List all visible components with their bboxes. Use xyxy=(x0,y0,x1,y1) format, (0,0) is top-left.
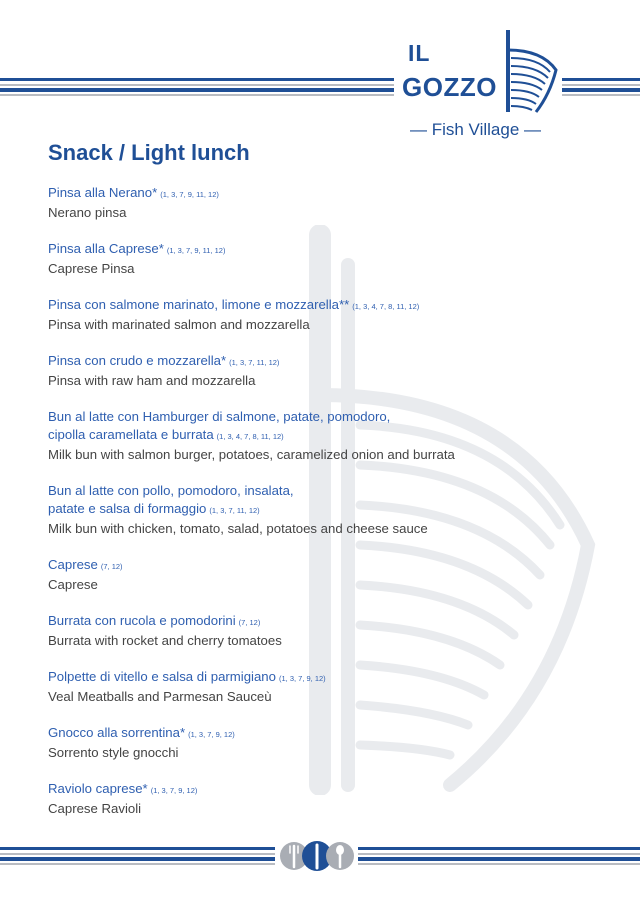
item-allergens: (1, 3, 7, 9, 11, 12) xyxy=(160,190,219,199)
menu-item xyxy=(48,352,608,390)
item-allergens: (1, 3, 7, 9, 12) xyxy=(150,786,198,795)
item-english-name: Milk bun with salmon burger, potatoes, caramelized onion and burrata xyxy=(48,447,455,462)
footer-stripes-left xyxy=(0,847,275,867)
item-italian-name: Caprese (7, 12) xyxy=(48,557,123,572)
item-italian-name-line1: Bun al latte con pollo, pomodoro, insalata, xyxy=(48,483,294,498)
item-allergens: (1, 3, 4, 7, 8, 11, 12) xyxy=(352,302,420,311)
menu-item xyxy=(48,612,608,650)
item-italian-name-line1: Bun al latte con Hamburger di salmone, patate, pomodoro, xyxy=(48,409,391,424)
logo-subtitle: — Fish Village — xyxy=(410,120,542,139)
item-allergens: (7, 12) xyxy=(100,562,123,571)
item-allergens: (7, 12) xyxy=(238,618,261,627)
section-title: Snack / Light lunch xyxy=(48,140,250,165)
menu-item xyxy=(48,482,608,538)
header-stripes-right xyxy=(562,78,640,98)
item-english-name: Caprese Pinsa xyxy=(48,261,135,276)
menu-item xyxy=(48,184,608,222)
item-allergens: (1, 3, 7, 9, 12) xyxy=(188,730,235,739)
item-allergens: (1, 3, 7, 9, 12) xyxy=(278,674,326,683)
menu-item xyxy=(48,556,608,594)
item-english-name: Nerano pinsa xyxy=(48,205,127,220)
item-italian-name: Raviolo caprese* (1, 3, 7, 9, 12) xyxy=(48,781,198,796)
menu-item xyxy=(48,724,608,762)
item-allergens: (1, 3, 7, 11, 12) xyxy=(209,506,260,515)
item-english-name: Caprese xyxy=(48,577,98,592)
footer-stripes-right xyxy=(358,847,640,867)
item-allergens: (1, 3, 4, 7, 8, 11, 12) xyxy=(216,432,284,441)
menu-item xyxy=(48,668,608,706)
menu-item xyxy=(48,240,608,278)
logo-text-gozzo: GOZZO xyxy=(402,72,497,102)
item-italian-name: cipolla caramellata e burrata (1, 3, 4, 7, 8, 11, 12) xyxy=(48,427,284,442)
menu-item xyxy=(48,780,608,818)
header-stripes-left xyxy=(0,78,394,98)
item-italian-name: Pinsa con crudo e mozzarella* (1, 3, 7, 11, 12) xyxy=(48,353,280,368)
logo-text-il: IL xyxy=(408,40,431,66)
menu-list xyxy=(48,184,608,836)
item-italian-name: Pinsa con salmone marinato, limone e mozzarella** (1, 3, 4, 7, 8, 11, 12) xyxy=(48,297,420,312)
menu-item xyxy=(48,296,608,334)
item-allergens: (1, 3, 7, 9, 11, 12) xyxy=(166,246,226,255)
item-italian-name: patate e salsa di formaggio (1, 3, 7, 11, 12) xyxy=(48,501,260,516)
item-italian-name: Pinsa alla Nerano* (1, 3, 7, 9, 11, 12) xyxy=(48,185,219,200)
item-english-name: Milk bun with chicken, tomato, salad, potatoes and cheese sauce xyxy=(48,521,428,536)
item-italian-name: Polpette di vitello e salsa di parmigiano (1, 3, 7, 9, 12) xyxy=(48,669,326,684)
item-allergens: (1, 3, 7, 11, 12) xyxy=(229,358,280,367)
item-english-name: Burrata with rocket and cherry tomatoes xyxy=(48,633,282,648)
item-italian-name: Pinsa alla Caprese* (1, 3, 7, 9, 11, 12) xyxy=(48,241,226,256)
cutlery-icon xyxy=(278,838,356,874)
logo xyxy=(398,28,558,143)
item-english-name: Veal Meatballs and Parmesan Sauceù xyxy=(48,689,272,704)
item-english-name: Pinsa with raw ham and mozzarella xyxy=(48,373,256,388)
item-italian-name: Gnocco alla sorrentina* (1, 3, 7, 9, 12) xyxy=(48,725,235,740)
item-english-name: Caprese Ravioli xyxy=(48,801,142,816)
item-italian-name: Burrata con rucola e pomodorini (7, 12) xyxy=(48,613,261,628)
item-english-name: Pinsa with marinated salmon and mozzarella xyxy=(48,317,310,332)
item-english-name: Sorrento style gnocchi xyxy=(48,745,179,760)
boat-icon xyxy=(502,28,558,114)
menu-item xyxy=(48,408,608,464)
